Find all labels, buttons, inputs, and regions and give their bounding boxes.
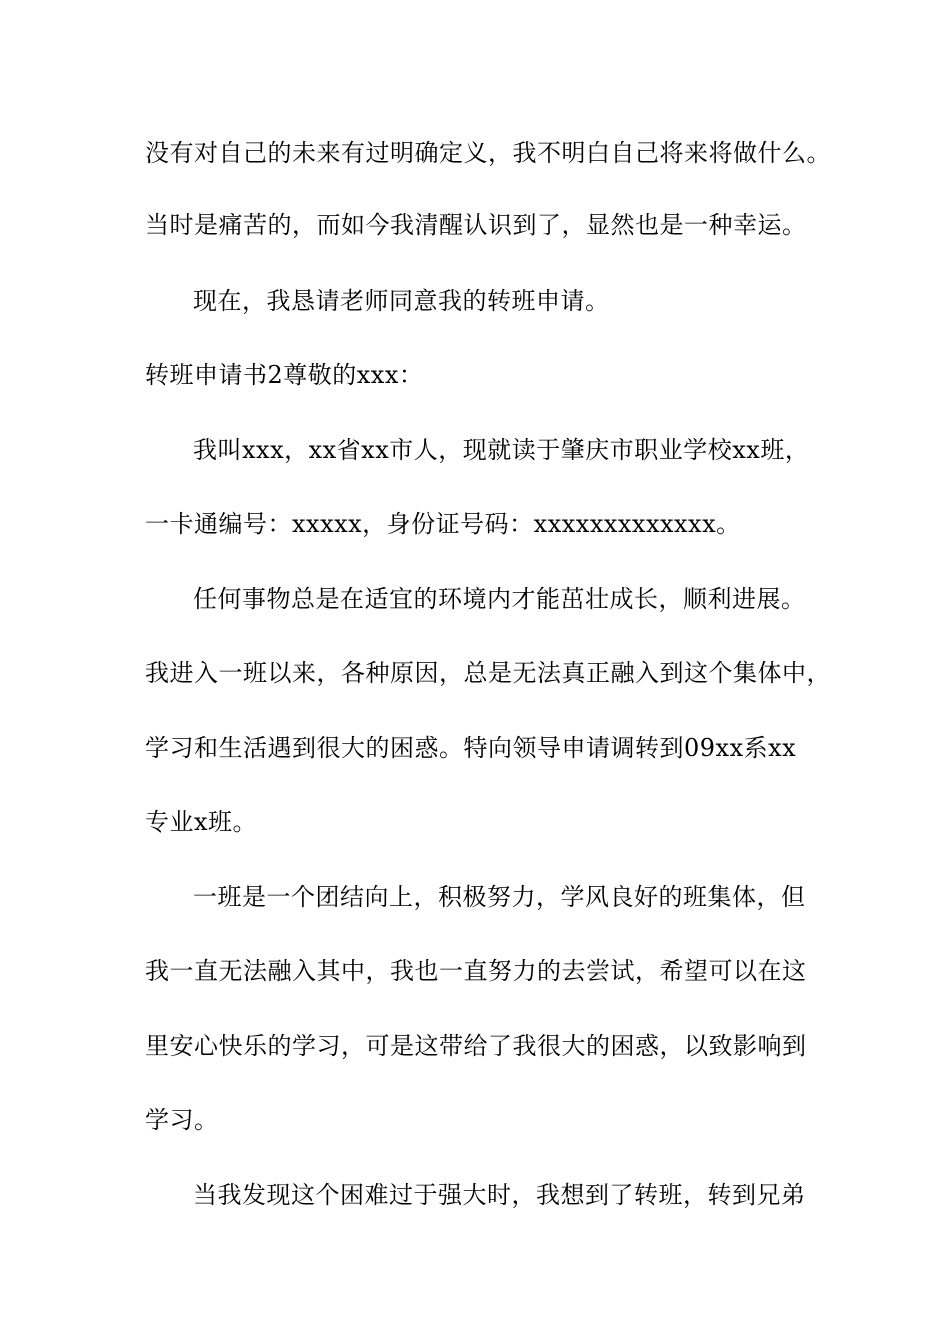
text-line: 没有对自己的未来有过明确定义，我不明白自己将来将做什么。 [145,139,831,167]
text-line: 专业x班。 [145,808,258,836]
text-line: 任何事物总是在适宜的环境内才能茁壮成长，顺利进展。 [193,585,806,613]
text-line: 我一直无法融入其中，我也一直努力的去尝试，希望可以在这 [145,957,807,985]
text-line: 学习和生活遇到很大的困惑。特向领导申请调转到09xx系xx [145,734,797,762]
text-line: 里安心快乐的学习，可是这带给了我很大的困惑，以致影响到 [145,1032,807,1060]
text-line: 当我发现这个困难过于强大时，我想到了转班，转到兄弟 [193,1181,806,1209]
text-line: 我进入一班以来，各种原因，总是无法真正融入到这个集体中， [145,659,831,687]
text-line: 转班申请书2尊敬的xxx： [145,361,424,389]
text-line: 我叫xxx，xx省xx市人，现就读于肇庆市职业学校xx班， [193,436,810,464]
text-line: 一卡通编号：xxxxx，身份证号码：xxxxxxxxxxxxx。 [145,510,741,538]
text-line: 学习。 [145,1106,219,1134]
text-line: 现在，我恳请老师同意我的转班申请。 [193,287,610,315]
text-line: 一班是一个团结向上，积极努力，学风良好的班集体，但 [193,883,806,911]
text-line: 当时是痛苦的，而如今我清醒认识到了，显然也是一种幸运。 [145,211,807,239]
